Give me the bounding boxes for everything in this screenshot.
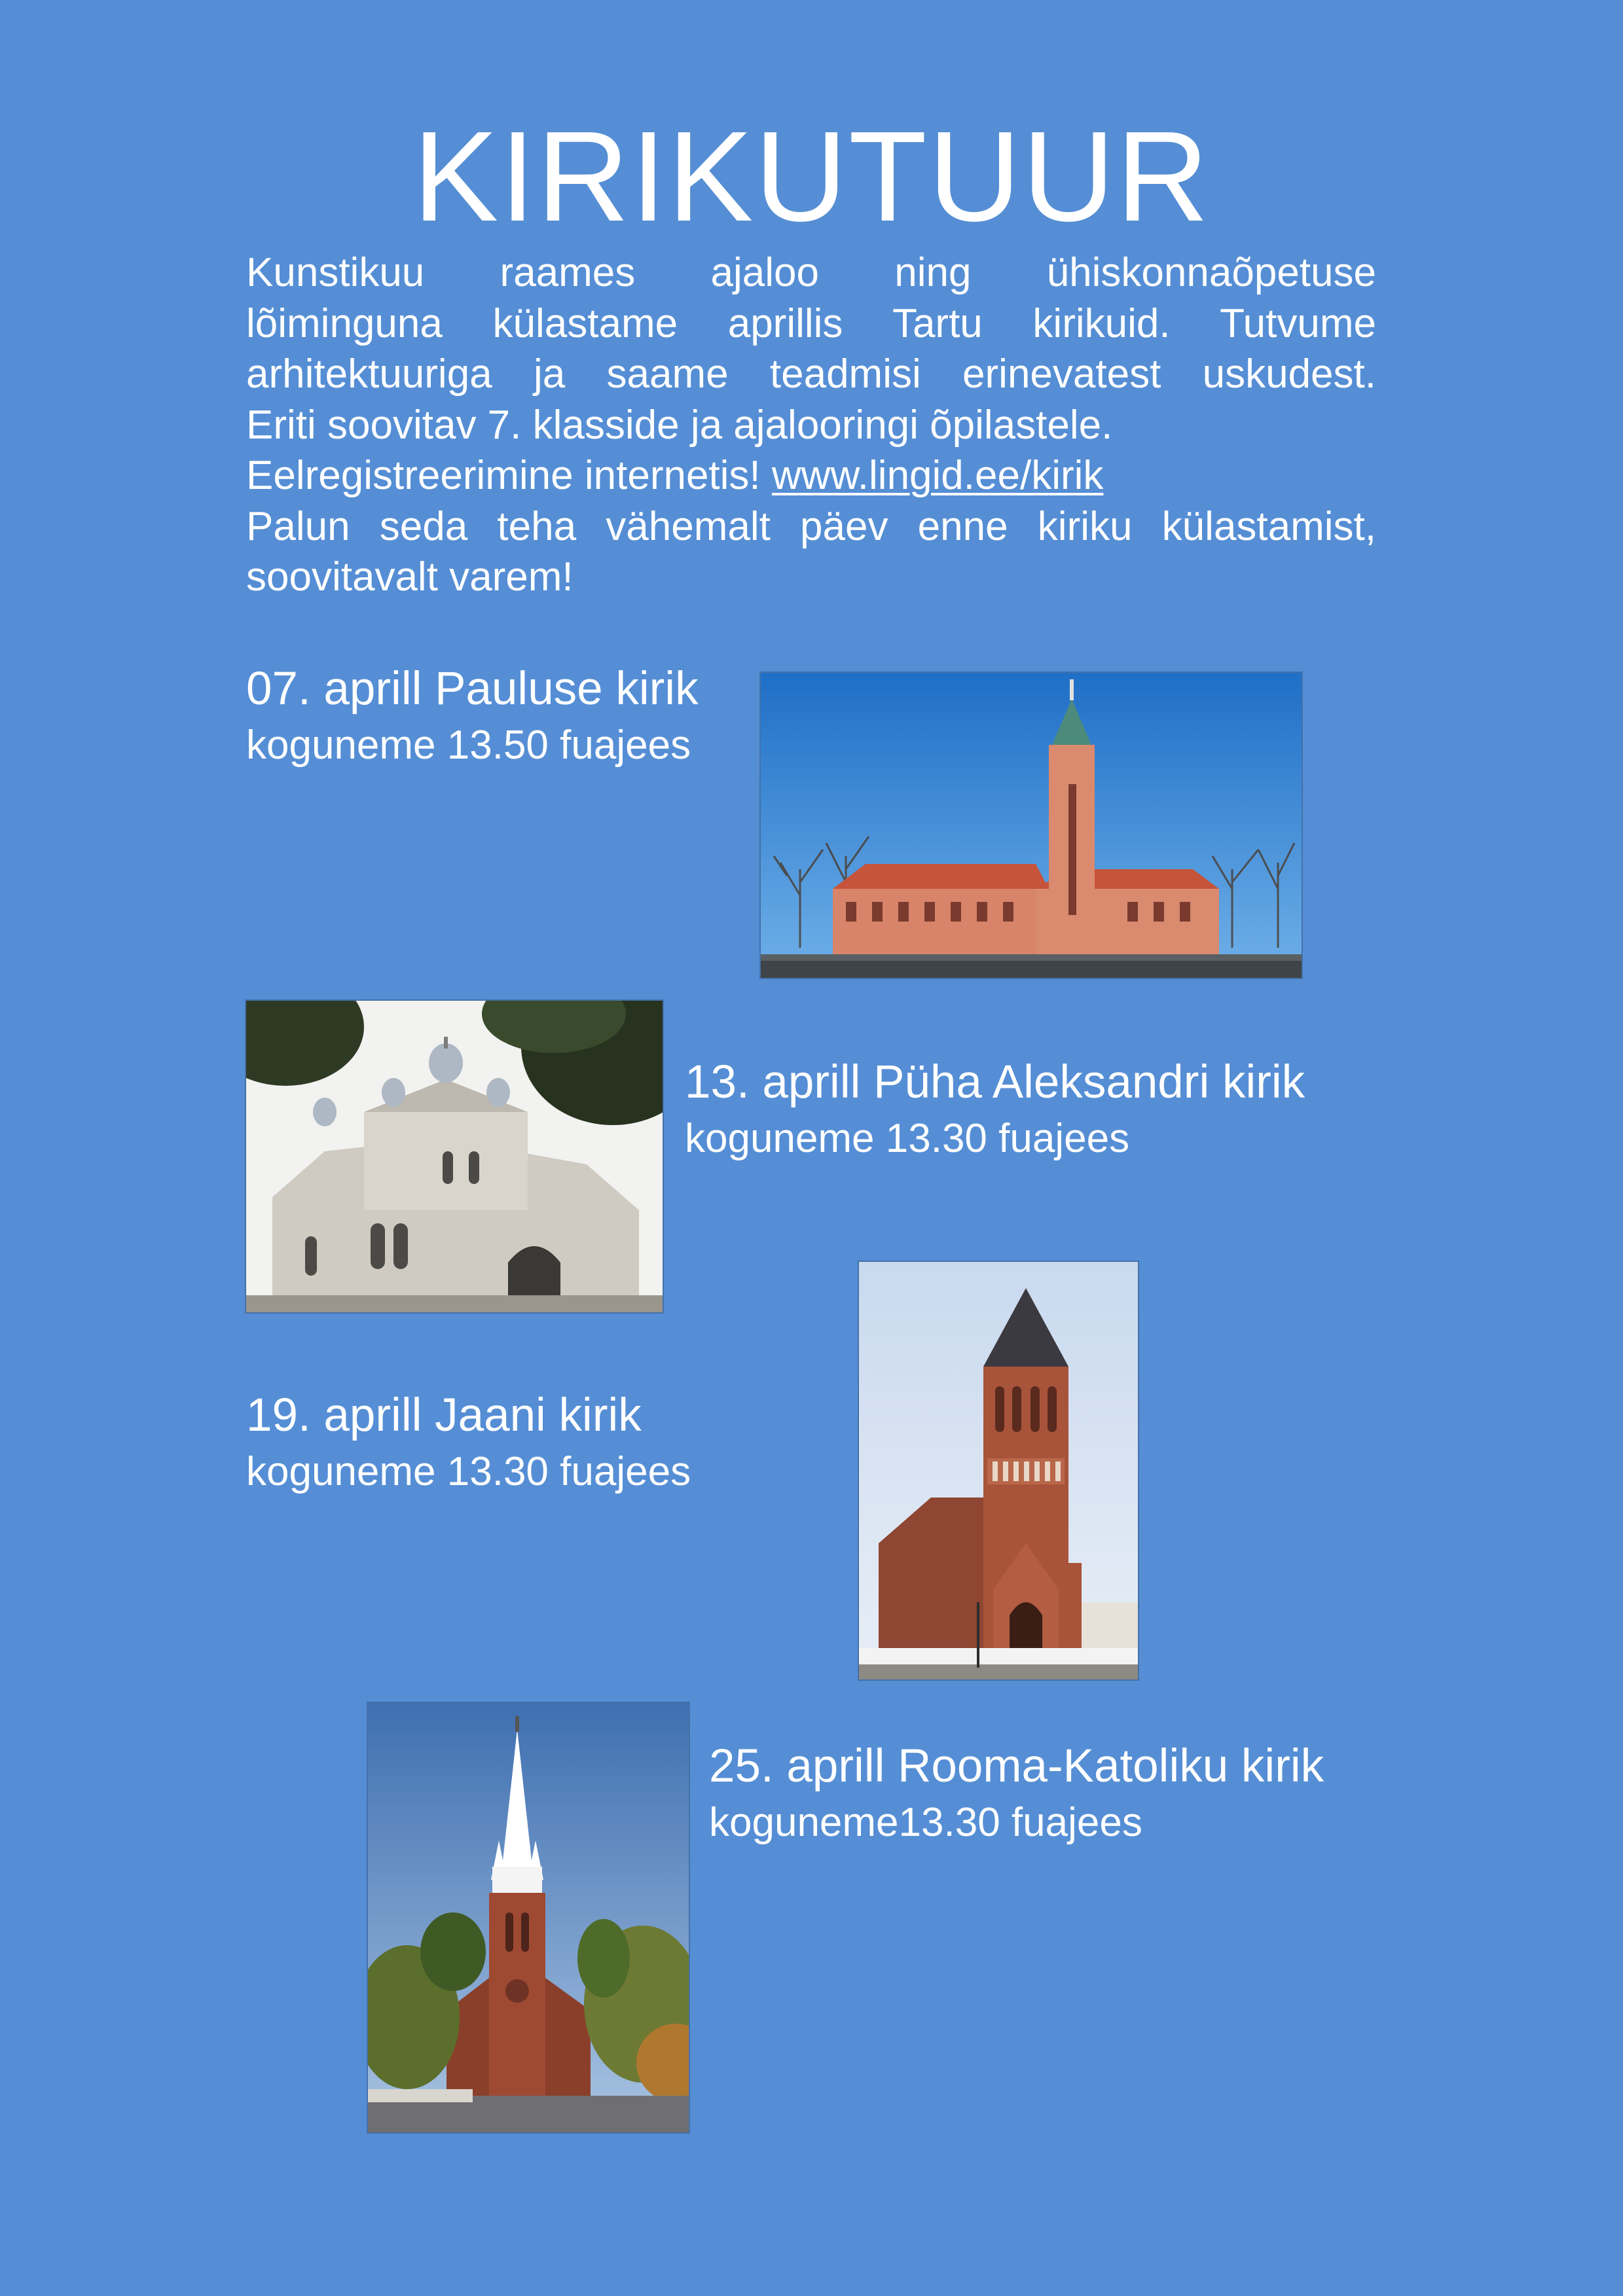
event-time: koguneme 13.30 fuajees <box>685 1116 1130 1161</box>
intro-line: Palun seda teha vähemalt päev enne kiriku külastamist, <box>246 503 1376 549</box>
registration-link[interactable]: www.lingid.ee/kirik <box>771 453 1104 498</box>
intro-line: Kunstikuu raames ajaloo ning ühiskonnaõpetuse <box>246 250 1376 295</box>
event-time: koguneme 13.50 fuajees <box>246 723 691 768</box>
event-title: 19. aprill Jaani kirik <box>246 1390 642 1441</box>
event-title: 07. aprill Pauluse kirik <box>246 663 699 715</box>
event-time: koguneme 13.30 fuajees <box>246 1449 691 1494</box>
event-aleksandri <box>685 1053 1305 1166</box>
intro-line: arhitektuuriga ja saame teadmisi erinevatest uskudest. <box>246 351 1376 397</box>
event-jaani <box>246 1386 691 1499</box>
katoliku-church-photo <box>368 1703 689 2132</box>
event-title: 13. aprill Püha Aleksandri kirik <box>685 1056 1305 1108</box>
event-pauluse <box>246 660 699 772</box>
aleksandri-church-photo <box>246 1001 663 1312</box>
intro-line: Eriti soovitav 7. klasside ja ajalooringi õpilastele. <box>246 402 1113 448</box>
poster-title: KIRIKUTUUR <box>412 105 1211 248</box>
intro-text <box>246 247 1376 603</box>
intro-line: soovitavalt varem! <box>246 554 574 600</box>
registration-line <box>246 450 1376 501</box>
intro-line: lõiminguna külastame aprillis Tartu kirikuid. Tutvume <box>246 300 1376 346</box>
jaani-church-photo <box>859 1262 1138 1679</box>
registration-text: Eelregistreerimine internetis! <box>246 453 772 498</box>
event-title: 25. aprill Rooma-Katoliku kirik <box>709 1740 1324 1792</box>
event-katoliku <box>709 1737 1324 1850</box>
pauluse-church-photo <box>761 673 1302 978</box>
event-time: koguneme13.30 fuajees <box>709 1800 1142 1845</box>
